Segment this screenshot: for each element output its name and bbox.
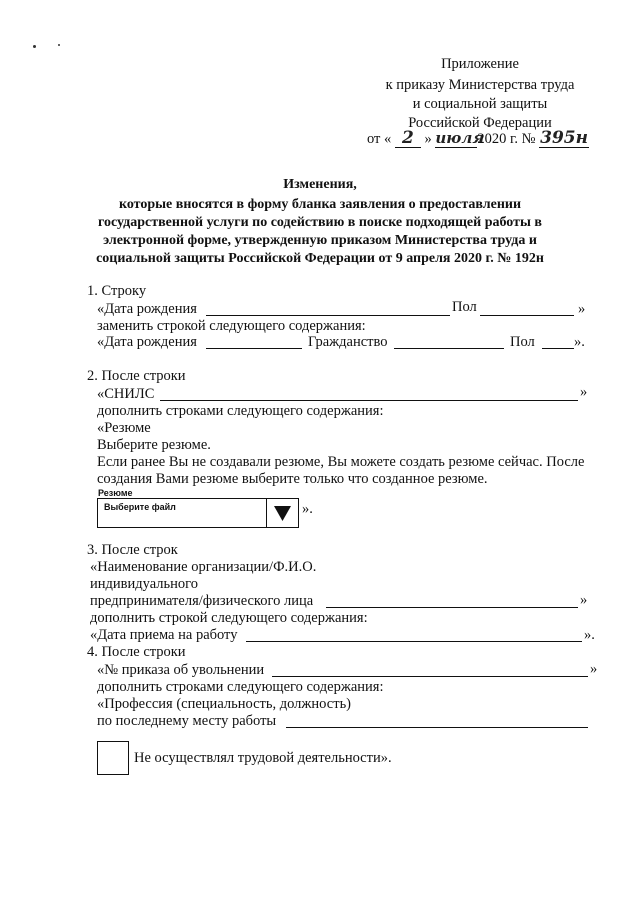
field-label: «СНИЛС [97, 386, 155, 402]
blank-line [394, 348, 504, 349]
order-date-line [367, 130, 589, 148]
quote-end: ». [302, 501, 313, 517]
field-label: «Дата приема на работу [90, 627, 238, 643]
field-label: «Наименование организации/Ф.И.О. [90, 559, 317, 575]
field-label: по последнему месту работы [97, 713, 277, 729]
scan-mark [33, 45, 36, 48]
checkbox-label: Не осуществлял трудовой деятельности». [134, 750, 392, 766]
order-prefix: от « [367, 131, 392, 147]
order-year: 2020 г. № [477, 131, 536, 147]
title-line: государственной услуги по содействию в поиске подходящей работы в [98, 215, 542, 230]
order-number: 395н [540, 128, 588, 148]
field-label: индивидуального [90, 576, 198, 592]
resume-hint: создания Вами резюме выберите только что созданное резюме. [97, 471, 488, 487]
blank-line [246, 641, 582, 642]
dropdown-button[interactable] [266, 499, 298, 527]
quote-end: » [580, 384, 588, 400]
title-line: социальной защиты Российской Федерации от 9 апреля 2020 г. № 192н [96, 251, 544, 266]
title-line: которые вносятся в форму бланка заявления о предоставлении [118, 197, 522, 212]
section-heading: 1. Строку [87, 283, 147, 299]
scan-mark [58, 44, 60, 46]
header-federation: Российской Федерации [408, 115, 552, 131]
quote-end: ». [574, 334, 585, 350]
triangle-down-icon [267, 499, 298, 527]
resume-heading: «Резюме [97, 420, 151, 436]
field-label: «Профессия (специальность, должность) [97, 696, 352, 712]
resume-select-value: Выберите файл [104, 502, 176, 512]
blank-line [480, 315, 574, 316]
blank-line [542, 348, 574, 349]
blank-line [272, 676, 588, 677]
field-label: Гражданство [308, 334, 388, 350]
resume-select[interactable] [97, 498, 299, 528]
field-label: предпринимателя/физического лица [90, 593, 314, 609]
blank-line [286, 727, 588, 728]
resume-hint: Если ранее Вы не создавали резюме, Вы можете создать резюме сейчас. После [97, 454, 585, 470]
title-line: электронной форме, утвержденную приказом Министерства труда и [103, 233, 537, 248]
no-employment-checkbox[interactable] [97, 741, 129, 775]
title-line: Изменения, [283, 177, 357, 192]
order-day: 2 [395, 130, 421, 148]
field-label: Пол [510, 334, 535, 350]
instruction-text: заменить строкой следующего содержания: [97, 318, 366, 334]
quote-end: ». [584, 627, 595, 643]
section-heading: 2. После строки [87, 368, 186, 384]
header-social: и социальной защиты [412, 96, 548, 112]
order-mid: » [424, 131, 432, 147]
blank-line [160, 400, 578, 401]
blank-line [206, 315, 450, 316]
field-label: «№ приказа об увольнении [97, 662, 265, 678]
instruction-text: дополнить строками следующего содержания: [97, 403, 384, 419]
quote-end: » [578, 301, 586, 317]
resume-field-label: Резюме [98, 488, 133, 498]
quote-end: » [580, 592, 588, 608]
blank-line [326, 607, 578, 608]
order-month: июля [435, 129, 485, 147]
field-label: «Дата рождения [97, 334, 197, 350]
quote-end: » [590, 661, 598, 677]
instruction-text: дополнить строкой следующего содержания: [90, 610, 368, 626]
header-appendix: Приложение [441, 56, 519, 72]
instruction-text: дополнить строками следующего содержания: [97, 679, 384, 695]
header-ministry: к приказу Министерства труда [385, 77, 575, 93]
section-heading: 3. После строк [87, 542, 178, 558]
section-heading: 4. После строки [87, 644, 186, 660]
field-label: «Дата рождения [97, 301, 197, 317]
blank-line [206, 348, 302, 349]
field-label: Пол [452, 299, 477, 315]
resume-choose: Выберите резюме. [97, 437, 211, 453]
